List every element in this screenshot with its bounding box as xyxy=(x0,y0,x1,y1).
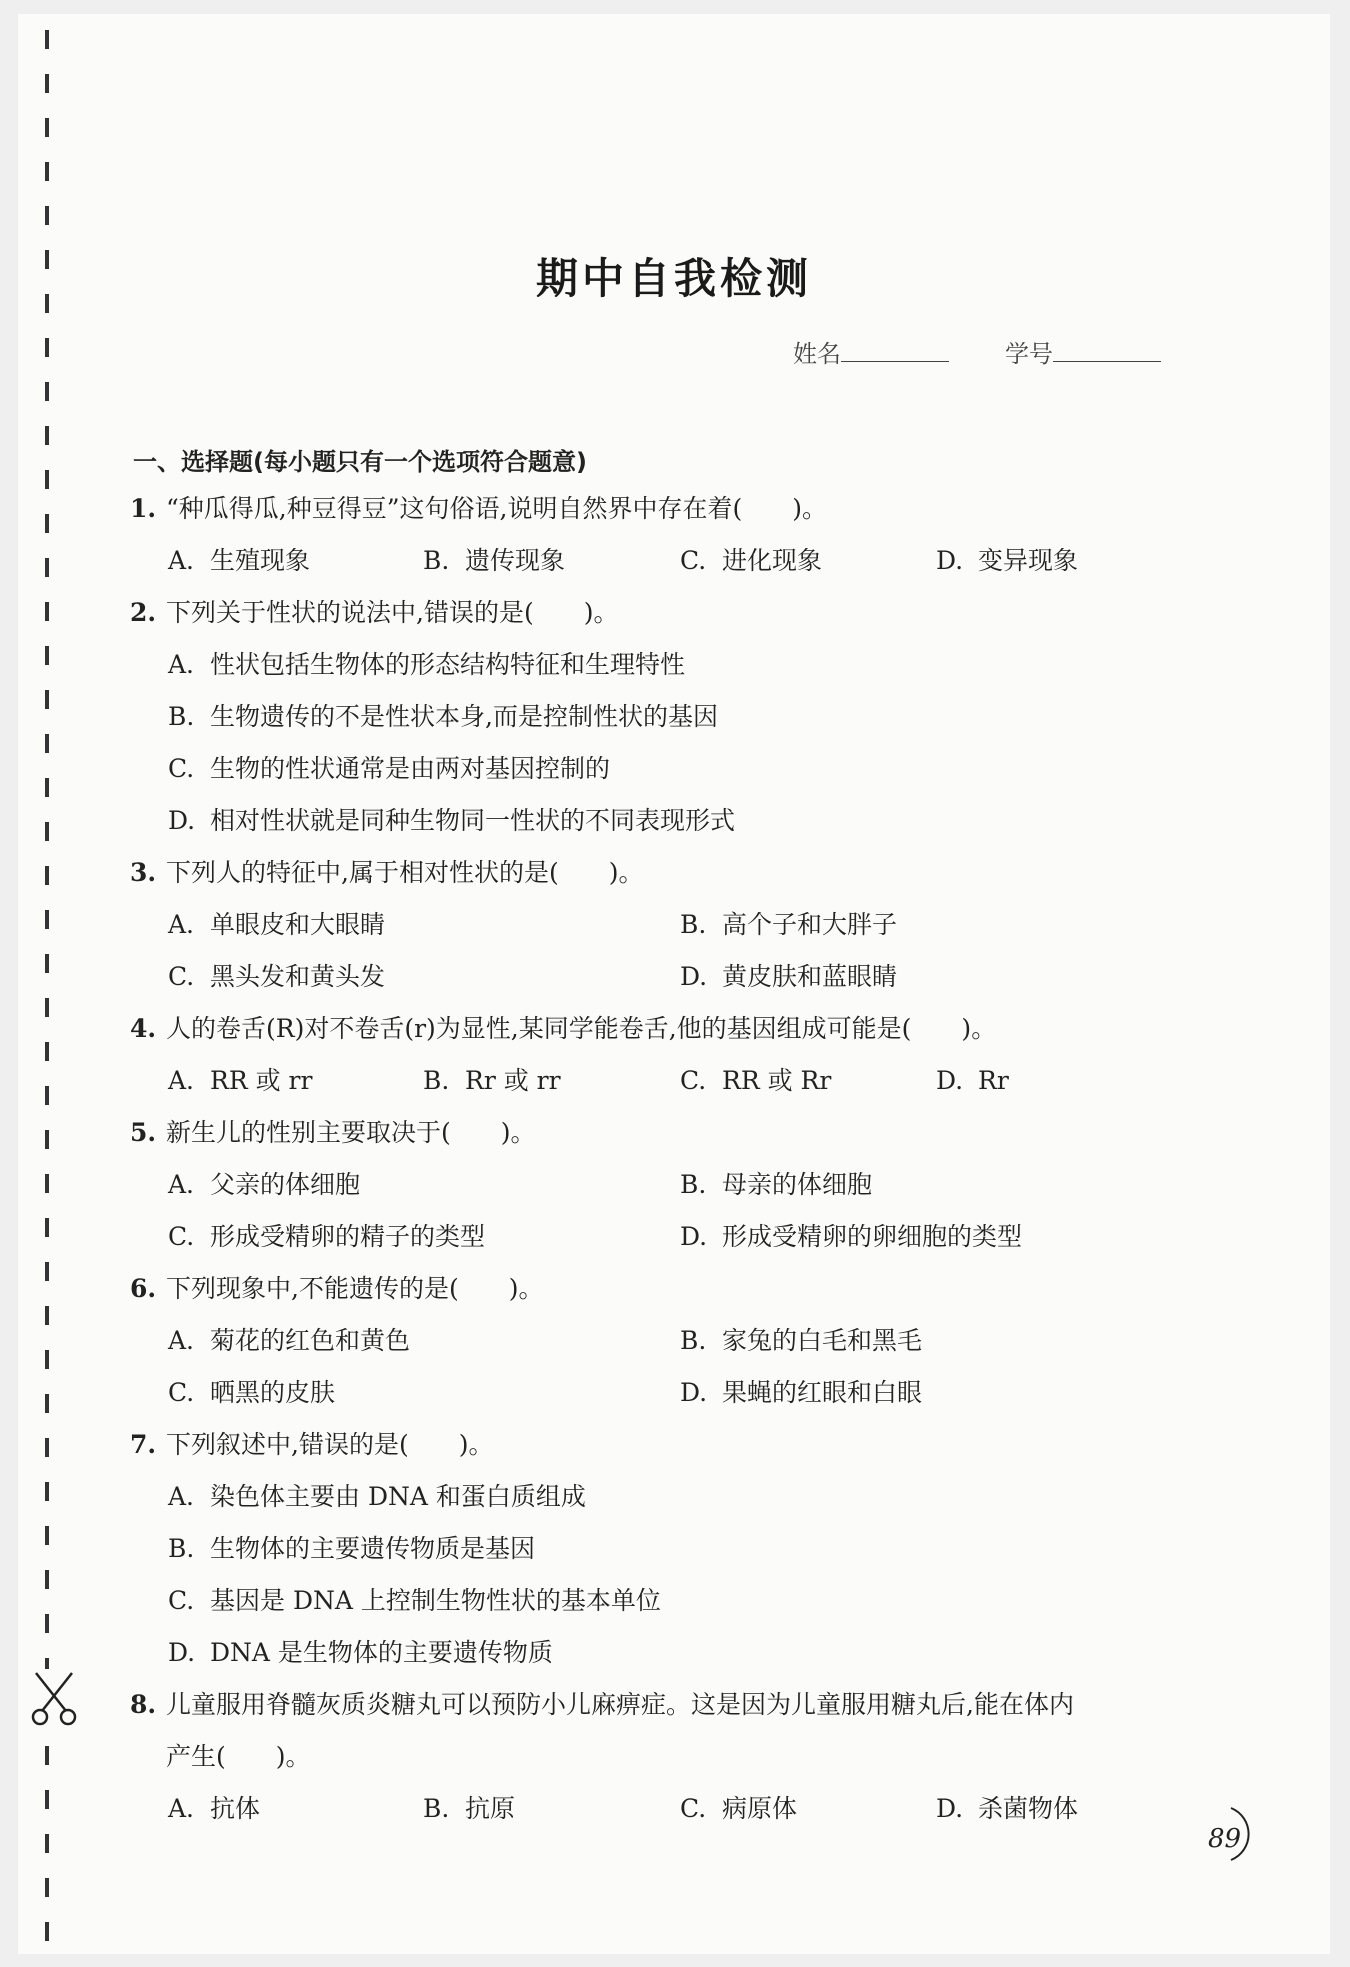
section-title: 一、选择题(每小题只有一个选项符合题意) xyxy=(133,448,587,476)
question-3 xyxy=(130,856,643,890)
option-2b[interactable]: B. 生物遗传的不是性状本身,而是控制性状的基因 xyxy=(168,702,718,731)
option-6b[interactable]: B. 家兔的白毛和黑毛 xyxy=(680,1326,923,1355)
option-7b[interactable]: B. 生物体的主要遗传物质是基因 xyxy=(168,1534,536,1563)
question-6 xyxy=(130,1272,543,1306)
name-label: 姓名 xyxy=(793,340,841,368)
question-number: 2. xyxy=(130,598,157,627)
option-5b[interactable]: B. 母亲的体细胞 xyxy=(680,1170,873,1199)
option-8c[interactable]: C. 病原体 xyxy=(680,1794,798,1823)
question-text: 下列人的特征中,属于相对性状的是( )。 xyxy=(166,858,644,887)
question-8-continued: 产生( )。 xyxy=(166,1742,311,1771)
option-8d[interactable]: D. 杀菌物体 xyxy=(936,1794,1079,1823)
question-number: 5. xyxy=(130,1118,157,1147)
scissors-icon xyxy=(28,1669,80,1729)
question-text: 人的卷舌(R)对不卷舌(r)为显性,某同学能卷舌,他的基因组成可能是( )。 xyxy=(166,1014,997,1043)
option-6a[interactable]: A. 菊花的红色和黄色 xyxy=(168,1326,411,1355)
option-7d[interactable]: D. DNA 是生物体的主要遗传物质 xyxy=(168,1638,553,1667)
option-1d[interactable]: D. 变异现象 xyxy=(936,546,1079,575)
page-title: 期中自我检测 xyxy=(535,254,812,303)
option-8a[interactable]: A. 抗体 xyxy=(168,1794,261,1823)
option-1a[interactable]: A. 生殖现象 xyxy=(168,546,311,575)
question-7 xyxy=(130,1428,493,1462)
option-4c[interactable]: C. RR 或 Rr xyxy=(680,1066,832,1095)
question-text: “种瓜得瓜,种豆得豆”这句俗语,说明自然界中存在着( )。 xyxy=(166,494,827,523)
id-field[interactable] xyxy=(1053,339,1161,362)
option-1c[interactable]: C. 进化现象 xyxy=(680,546,823,575)
option-5a[interactable]: A. 父亲的体细胞 xyxy=(168,1170,361,1199)
option-3a[interactable]: A. 单眼皮和大眼睛 xyxy=(168,910,386,939)
question-text: 下列叙述中,错误的是( )。 xyxy=(166,1430,494,1459)
question-2 xyxy=(130,596,618,630)
option-7c[interactable]: C. 基因是 DNA 上控制生物性状的基本单位 xyxy=(168,1586,661,1615)
question-1 xyxy=(130,492,827,526)
question-text: 儿童服用脊髓灰质炎糖丸可以预防小儿麻痹症。这是因为儿童服用糖丸后,能在体内 xyxy=(166,1690,1074,1719)
option-5c[interactable]: C. 形成受精卵的精子的类型 xyxy=(168,1222,486,1251)
option-3d[interactable]: D. 黄皮肤和蓝眼睛 xyxy=(680,962,898,991)
question-number: 8. xyxy=(130,1690,157,1719)
option-1b[interactable]: B. 遗传现象 xyxy=(423,546,566,575)
question-8 xyxy=(130,1688,1074,1722)
question-text: 下列关于性状的说法中,错误的是( )。 xyxy=(166,598,619,627)
option-8b[interactable]: B. 抗原 xyxy=(423,1794,516,1823)
option-4d[interactable]: D. Rr xyxy=(936,1066,1009,1095)
name-field[interactable] xyxy=(841,339,949,362)
question-text: 新生儿的性别主要取决于( )。 xyxy=(166,1118,536,1147)
student-info-row xyxy=(793,334,1161,369)
question-number: 7. xyxy=(130,1430,157,1459)
question-number: 4. xyxy=(130,1014,157,1043)
question-number: 3. xyxy=(130,858,157,887)
question-text: 下列现象中,不能遗传的是( )。 xyxy=(166,1274,544,1303)
option-6c[interactable]: C. 晒黑的皮肤 xyxy=(168,1378,336,1407)
option-5d[interactable]: D. 形成受精卵的卵细胞的类型 xyxy=(680,1222,1023,1251)
option-3c[interactable]: C. 黑头发和黄头发 xyxy=(168,962,386,991)
option-4a[interactable]: A. RR 或 rr xyxy=(168,1066,313,1095)
question-5 xyxy=(130,1116,536,1150)
question-number: 1. xyxy=(130,494,157,523)
option-7a[interactable]: A. 染色体主要由 DNA 和蛋白质组成 xyxy=(168,1482,586,1511)
question-4 xyxy=(130,1012,996,1046)
option-3b[interactable]: B. 高个子和大胖子 xyxy=(680,910,898,939)
option-6d[interactable]: D. 果蝇的红眼和白眼 xyxy=(680,1378,923,1407)
id-label: 学号 xyxy=(1005,340,1053,368)
cut-line xyxy=(45,30,49,1954)
option-2c[interactable]: C. 生物的性状通常是由两对基因控制的 xyxy=(168,754,611,783)
question-number: 6. xyxy=(130,1274,157,1303)
option-4b[interactable]: B. Rr 或 rr xyxy=(423,1066,561,1095)
option-2d[interactable]: D. 相对性状就是同种生物同一性状的不同表现形式 xyxy=(168,806,736,835)
page-number: 89 xyxy=(1208,1824,1242,1854)
worksheet-page xyxy=(18,14,1330,1954)
option-2a[interactable]: A. 性状包括生物体的形态结构特征和生理特性 xyxy=(168,650,686,679)
